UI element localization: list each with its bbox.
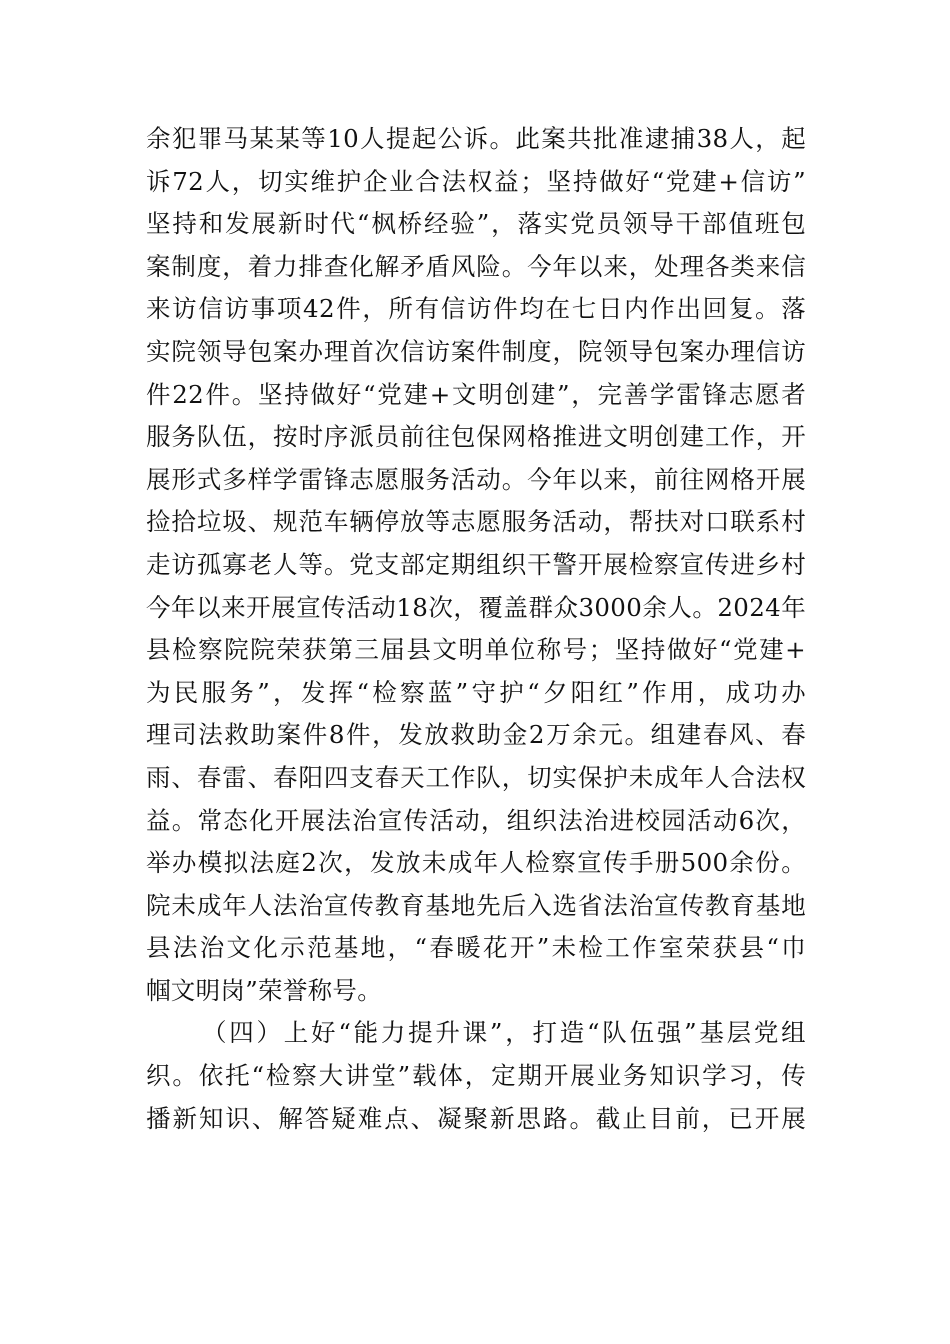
text-line: 县法治文化示范基地，“春暖花开”未检工作室荣获县“巾 (146, 933, 806, 963)
text-line: 织。依托“检察大讲堂”载体，定期开展业务知识学习，传 (146, 1061, 806, 1091)
text-line: 坚持和发展新时代“枫桥经验”，落实党员领导干部值班包 (146, 209, 806, 239)
text-line: 展形式多样学雷锋志愿服务活动。今年以来，前往网格开展 (146, 464, 806, 494)
text-line: 捡拾垃圾、规范车辆停放等志愿服务活动，帮扶对口联系村 (146, 507, 806, 537)
text-line: 为民服务”，发挥“检察蓝”守护“夕阳红”作用，成功办 (146, 677, 806, 707)
text-line: 实院领导包案办理首次信访案件制度，院领导包案办理信访 (146, 336, 806, 366)
body-text (146, 118, 806, 1140)
text-line: 余犯罪马某某等10人提起公诉。此案共批准逮捕38人，起 (146, 124, 806, 153)
text-line: 服务队伍，按时序派员前往包保网格推进文明创建工作，开 (146, 422, 806, 452)
text-line: 走访孤寡老人等。党支部定期组织干警开展检察宣传进乡村 (146, 549, 806, 579)
text-line: 案制度，着力排查化解矛盾风险。今年以来，处理各类来信 (146, 251, 806, 281)
text-line: 件22件。坚持做好“党建+文明创建”，完善学雷锋志愿者 (146, 379, 806, 409)
section-heading-line: （四）上好“能力提升课”，打造“队伍强”基层党组 (202, 1018, 806, 1048)
text-line: 益。常态化开展法治宣传活动，组织法治进校园活动6次， (146, 805, 806, 835)
text-line: 诉72人，切实维护企业合法权益；坚持做好“党建+信访” (146, 166, 806, 196)
text-line: 举办模拟法庭2次，发放未成年人检察宣传手册500余份。 (146, 848, 806, 878)
text-line: 理司法救助案件8件，发放救助金2万余元。组建春风、春 (146, 720, 806, 750)
text-line: 县检察院院荣获第三届县文明单位称号；坚持做好“党建+ (146, 635, 806, 665)
paragraph-end-line: 帼文明岗”荣誉称号。 (146, 975, 383, 1005)
text-line: 播新知识、解答疑难点、凝聚新思路。截止目前，已开展 (146, 1103, 806, 1133)
text-line: 来访信访事项42件，所有信访件均在七日内作出回复。落 (146, 294, 806, 324)
text-line: 院未成年人法治宣传教育基地先后入选省法治宣传教育基地 (146, 890, 806, 920)
text-line: 今年以来开展宣传活动18次，覆盖群众3000余人。2024年 (146, 592, 806, 622)
text-line: 雨、春雷、春阳四支春天工作队，切实保护未成年人合法权 (146, 762, 806, 792)
